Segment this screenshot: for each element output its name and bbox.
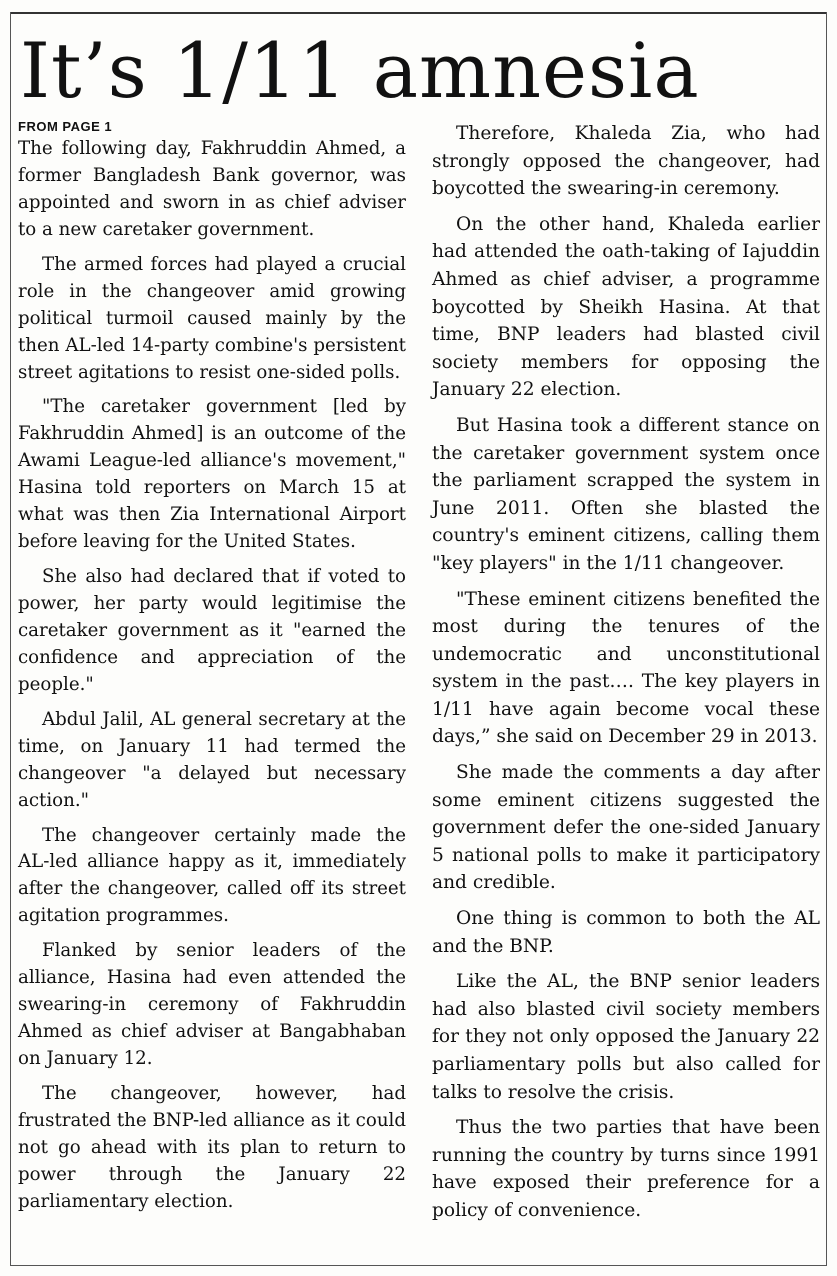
headline: It’s 1/11 amnesia xyxy=(20,26,700,115)
top-rule xyxy=(10,12,827,14)
paragraph: "The caretaker government [led by Fakhruddin Ahmed] is an outcome of the Awami League-led alliance's movement," Hasina told reporters on March 15 at what was then Zia International Airport before leaving for the United States. xyxy=(18,396,406,553)
paragraph: The armed forces had played a crucial role in the changeover amid growing political turmoil caused mainly by the then AL-led 14-party combine's persistent street agitations to resist one-sided polls. xyxy=(18,253,406,383)
left-border xyxy=(10,12,11,1266)
paragraph: But Hasina took a different stance on the caretaker government system once the parliament scrapped the system in June 2011. Often she blasted the country's eminent citizens, calling them "key players" in the 1/11 changeover. xyxy=(432,414,820,574)
paragraph: The changeover, however, had frustrated the BNP-led alliance as it could not go ahead with its plan to return to power through the January 22 parliamentary election. xyxy=(18,1082,406,1212)
paragraph: Abdul Jalil, AL general secretary at the time, on January 11 had termed the changeover "a delayed but necessary action." xyxy=(18,708,406,811)
paragraph: "These eminent citizens benefited the most during the tenures of the undemocratic and unconstitutional system in the past…. The key players in 1/11 have again become vocal these days,” she said on December 29 in 2013. xyxy=(432,588,820,748)
paragraph: Thus the two parties that have been running the country by turns since 1991 have exposed their preference for a policy of convenience. xyxy=(432,1117,820,1221)
right-border xyxy=(826,12,827,1266)
paragraph: One thing is common to both the AL and the BNP. xyxy=(432,908,820,957)
paragraph: She made the comments a day after some eminent citizens suggested the government defer the one-sided January 5 national polls to make it participatory and credible. xyxy=(432,762,820,894)
bottom-border xyxy=(10,1265,827,1266)
paragraph: She also had declared that if voted to power, her party would legitimise the caretaker government as it "earned the confidence and appreciation of the people." xyxy=(18,566,406,695)
paragraph: On the other hand, Khaleda earlier had attended the oath-taking of Iajuddin Ahmed as chief adviser, a programme boycotted by Sheikh Hasina. At that time, BNP leaders had blasted civil society members for opposing the January 22 election. xyxy=(432,213,820,401)
paragraph: Therefore, Khaleda Zia, who had strongly opposed the changeover, had boycotted the swearing-in ceremony. xyxy=(432,123,820,200)
left-column xyxy=(18,118,406,1224)
kicker: FROM PAGE 1 xyxy=(18,119,113,134)
paragraph: Like the AL, the BNP senior leaders had also blasted civil society members for they not only opposed the January 22 parliamentary polls but also called for talks to resolve the crisis. xyxy=(432,971,820,1103)
paragraph: Flanked by senior leaders of the alliance, Hasina had even attended the swearing-in ceremony of Fakhruddin Ahmed as chief adviser at Bangabhaban on January 12. xyxy=(18,940,406,1069)
paragraph: The changeover certainly made the AL-led alliance happy as it, immediately after the changeover, called off its street agitation programmes. xyxy=(18,824,406,927)
paragraph: The following day, Fakhruddin Ahmed, a former Bangladesh Bank governor, was appointed and sworn in as chief adviser to a new caretaker government. xyxy=(18,138,406,240)
right-column xyxy=(432,120,820,1233)
